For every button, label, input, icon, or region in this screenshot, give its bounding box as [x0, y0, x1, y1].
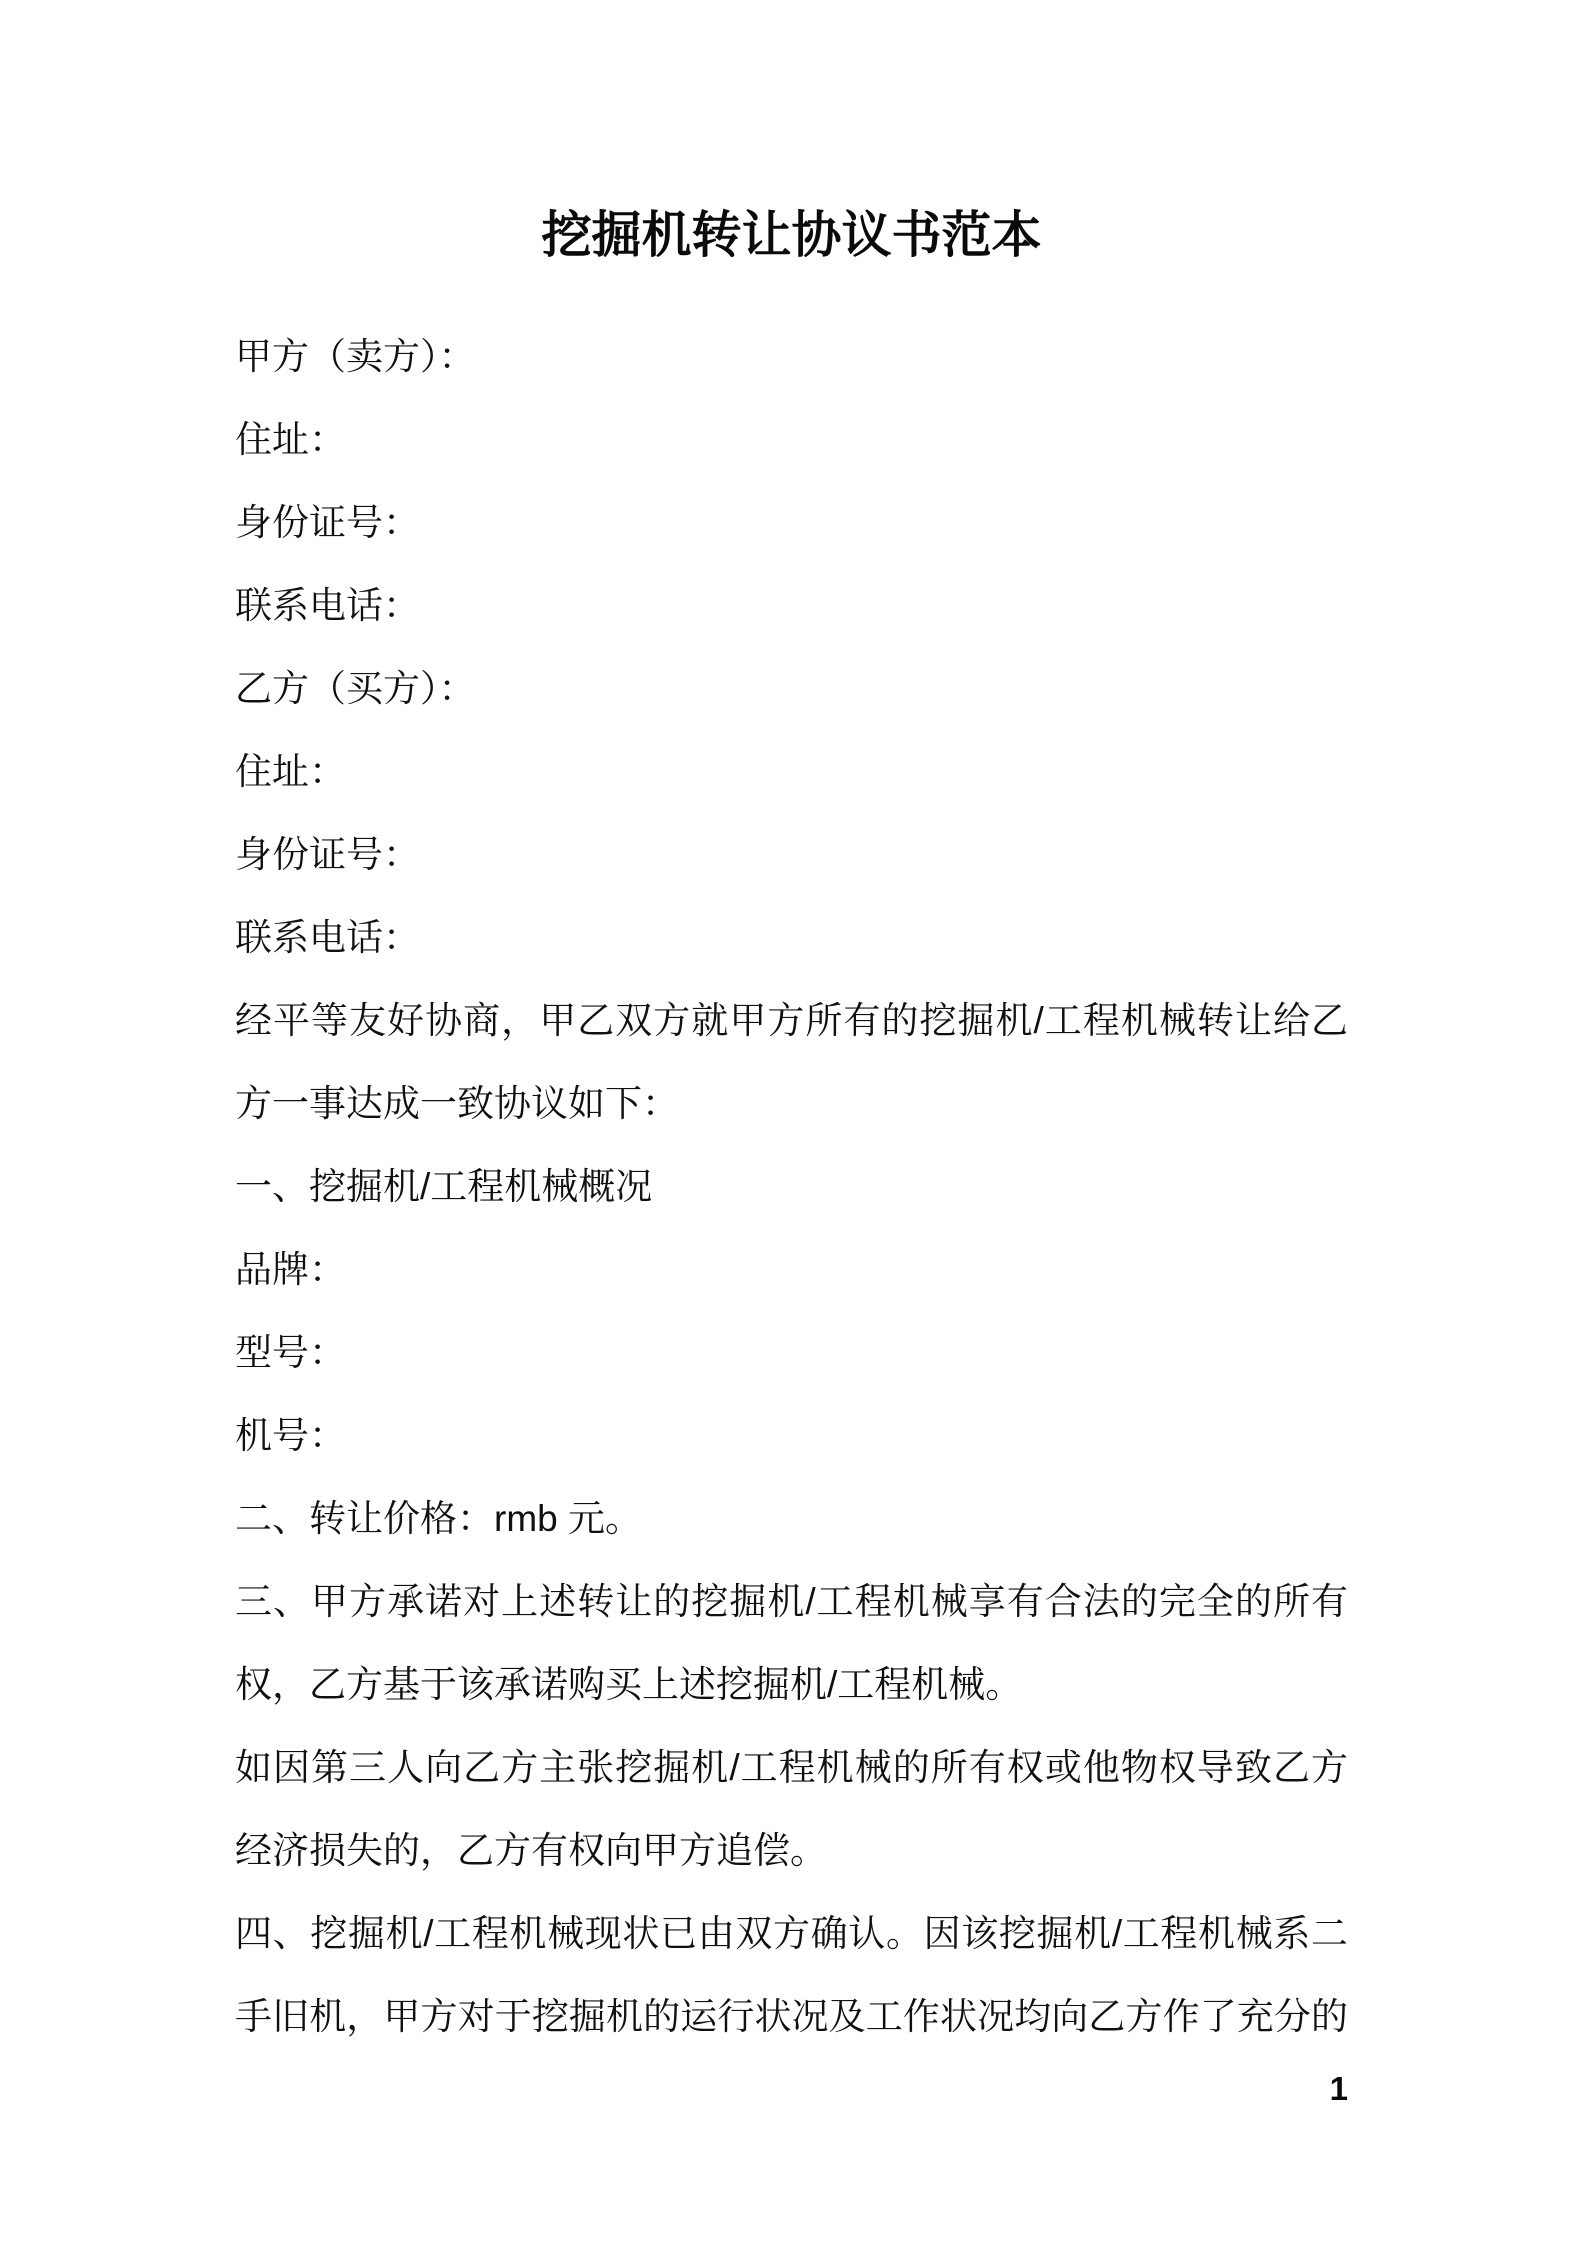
doc-line-preamble-2: 方一事达成一致协议如下：: [235, 1083, 679, 1124]
doc-line-model: 型号：: [235, 1332, 346, 1373]
doc-line-party-a: 甲方（卖方）：: [235, 336, 476, 377]
doc-line-clause-3c: 如因第三人向乙方主张挖掘机/工程机械的所有权或他物权导致乙方: [235, 1747, 1348, 1788]
doc-line-clause-2: 二、转让价格：rmb 元。: [235, 1498, 642, 1539]
doc-line-clause-3d: 经济损失的，乙方有权向甲方追偿。: [235, 1830, 827, 1871]
doc-line-brand: 品牌：: [235, 1249, 346, 1290]
doc-line-machine-no: 机号：: [235, 1415, 346, 1456]
doc-line-clause-3a: 三、甲方承诺对上述转让的挖掘机/工程机械享有合法的完全的所有: [235, 1581, 1348, 1622]
doc-line-preamble-1: 经平等友好协商，甲乙双方就甲方所有的挖掘机/工程机械转让给乙: [235, 1000, 1348, 1041]
doc-line-party-b: 乙方（买方）：: [235, 668, 476, 709]
doc-line-id-b: 身份证号：: [235, 834, 420, 875]
doc-line-id-a: 身份证号：: [235, 502, 420, 543]
document-body: [235, 315, 1348, 2058]
doc-line-address-b: 住址：: [235, 751, 346, 792]
doc-line-clause-1: 一、挖掘机/工程机械概况: [235, 1166, 653, 1207]
doc-line-phone-a: 联系电话：: [235, 585, 420, 626]
doc-line-clause-4a: 四、挖掘机/工程机械现状已由双方确认。因该挖掘机/工程机械系二: [235, 1913, 1348, 1954]
page-number: 1: [1329, 2070, 1348, 2107]
doc-line-phone-b: 联系电话：: [235, 917, 420, 958]
doc-line-clause-4b: 手旧机，甲方对于挖掘机的运行状况及工作状况均向乙方作了充分的: [235, 1996, 1348, 2037]
doc-line-address-a: 住址：: [235, 419, 346, 460]
doc-line-clause-3b: 权，乙方基于该承诺购买上述挖掘机/工程机械。: [235, 1664, 1023, 1705]
document-title: 挖掘机转让协议书范本: [541, 207, 1042, 263]
